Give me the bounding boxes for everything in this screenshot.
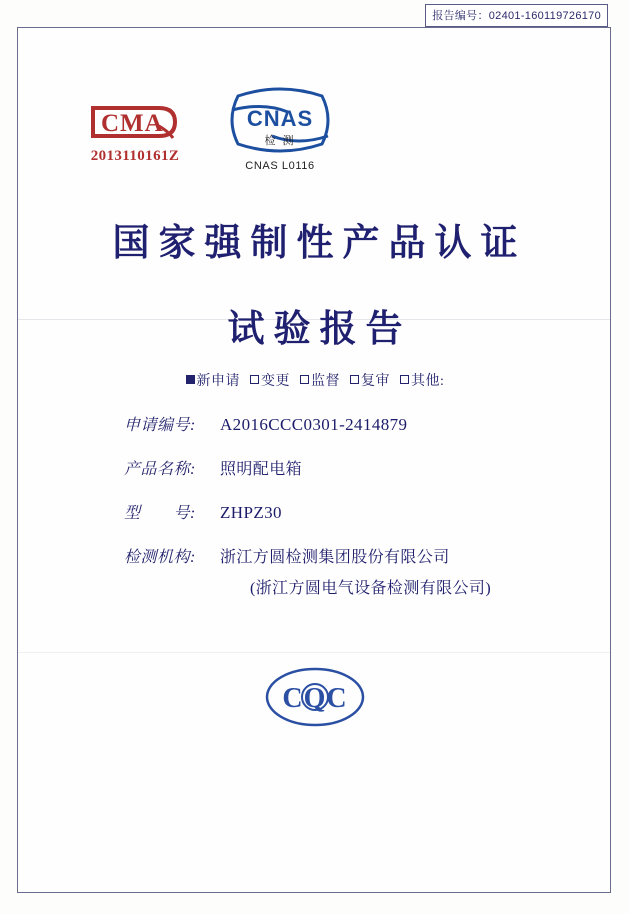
- checkbox-icon[interactable]: [350, 375, 359, 384]
- checkbox-option-review[interactable]: [350, 370, 390, 390]
- field-test-organization: [18, 544, 612, 567]
- field-application-no: [18, 412, 612, 435]
- cma-code: 2013110161Z: [90, 148, 180, 164]
- cma-logo-icon: [89, 102, 181, 142]
- checkbox-option-new[interactable]: [186, 370, 241, 390]
- field-label: 检测机构:: [124, 549, 196, 566]
- scan-artifact-line-bottom: [18, 652, 610, 653]
- svg-text:CMA: CMA: [101, 110, 164, 137]
- field-value: ZHPZ30: [220, 503, 282, 522]
- field-label: 申请编号:: [124, 417, 196, 434]
- checkbox-icon[interactable]: [400, 375, 409, 384]
- checkbox-icon[interactable]: [186, 375, 195, 384]
- field-label: 型 号:: [124, 505, 196, 522]
- field-list: [18, 412, 612, 618]
- field-model: [18, 500, 612, 523]
- checkbox-label: 复审: [361, 374, 391, 389]
- svg-text:检 测: 检 测: [264, 135, 296, 147]
- svg-text:CQC: CQC: [282, 683, 348, 714]
- checkbox-label: 监督: [311, 374, 341, 389]
- checkbox-icon[interactable]: [250, 375, 259, 384]
- field-value: 浙江方圆检测集团股份有限公司: [220, 549, 450, 566]
- cnas-logo-icon: [218, 86, 342, 162]
- cma-mark-block: [81, 102, 189, 165]
- cnas-code: CNAS L0116: [245, 160, 315, 172]
- checkbox-option-other[interactable]: [400, 370, 444, 390]
- cnas-mark-block: [214, 86, 346, 172]
- application-type-row: [18, 370, 612, 390]
- page-title: 国家强制性产品认证: [112, 223, 527, 264]
- certification-marks: [18, 76, 612, 186]
- field-value: A2016CCC0301-2414879: [220, 415, 408, 434]
- report-number-row: [0, 4, 630, 26]
- page-subtitle: 试验报告: [227, 309, 412, 350]
- checkbox-label: 其他:: [411, 374, 445, 389]
- checkbox-label: 新申请: [196, 374, 241, 389]
- checkbox-option-supervision[interactable]: [300, 370, 340, 390]
- field-product-name: [18, 456, 612, 479]
- cqc-logo-icon: [263, 666, 367, 728]
- page-border-frame: [17, 27, 611, 893]
- cqc-seal: [18, 666, 612, 733]
- field-label: 产品名称:: [124, 461, 196, 478]
- field-test-organization-second-line: (浙江方圆电气设备检测有限公司): [250, 580, 492, 597]
- report-number: 报告编号：02401-160119726170: [425, 4, 608, 27]
- checkbox-label: 变更: [261, 374, 291, 389]
- checkbox-icon[interactable]: [300, 375, 309, 384]
- svg-text:CNAS: CNAS: [246, 106, 314, 131]
- checkbox-option-change[interactable]: [250, 370, 290, 390]
- field-value: 照明配电箱: [220, 461, 303, 478]
